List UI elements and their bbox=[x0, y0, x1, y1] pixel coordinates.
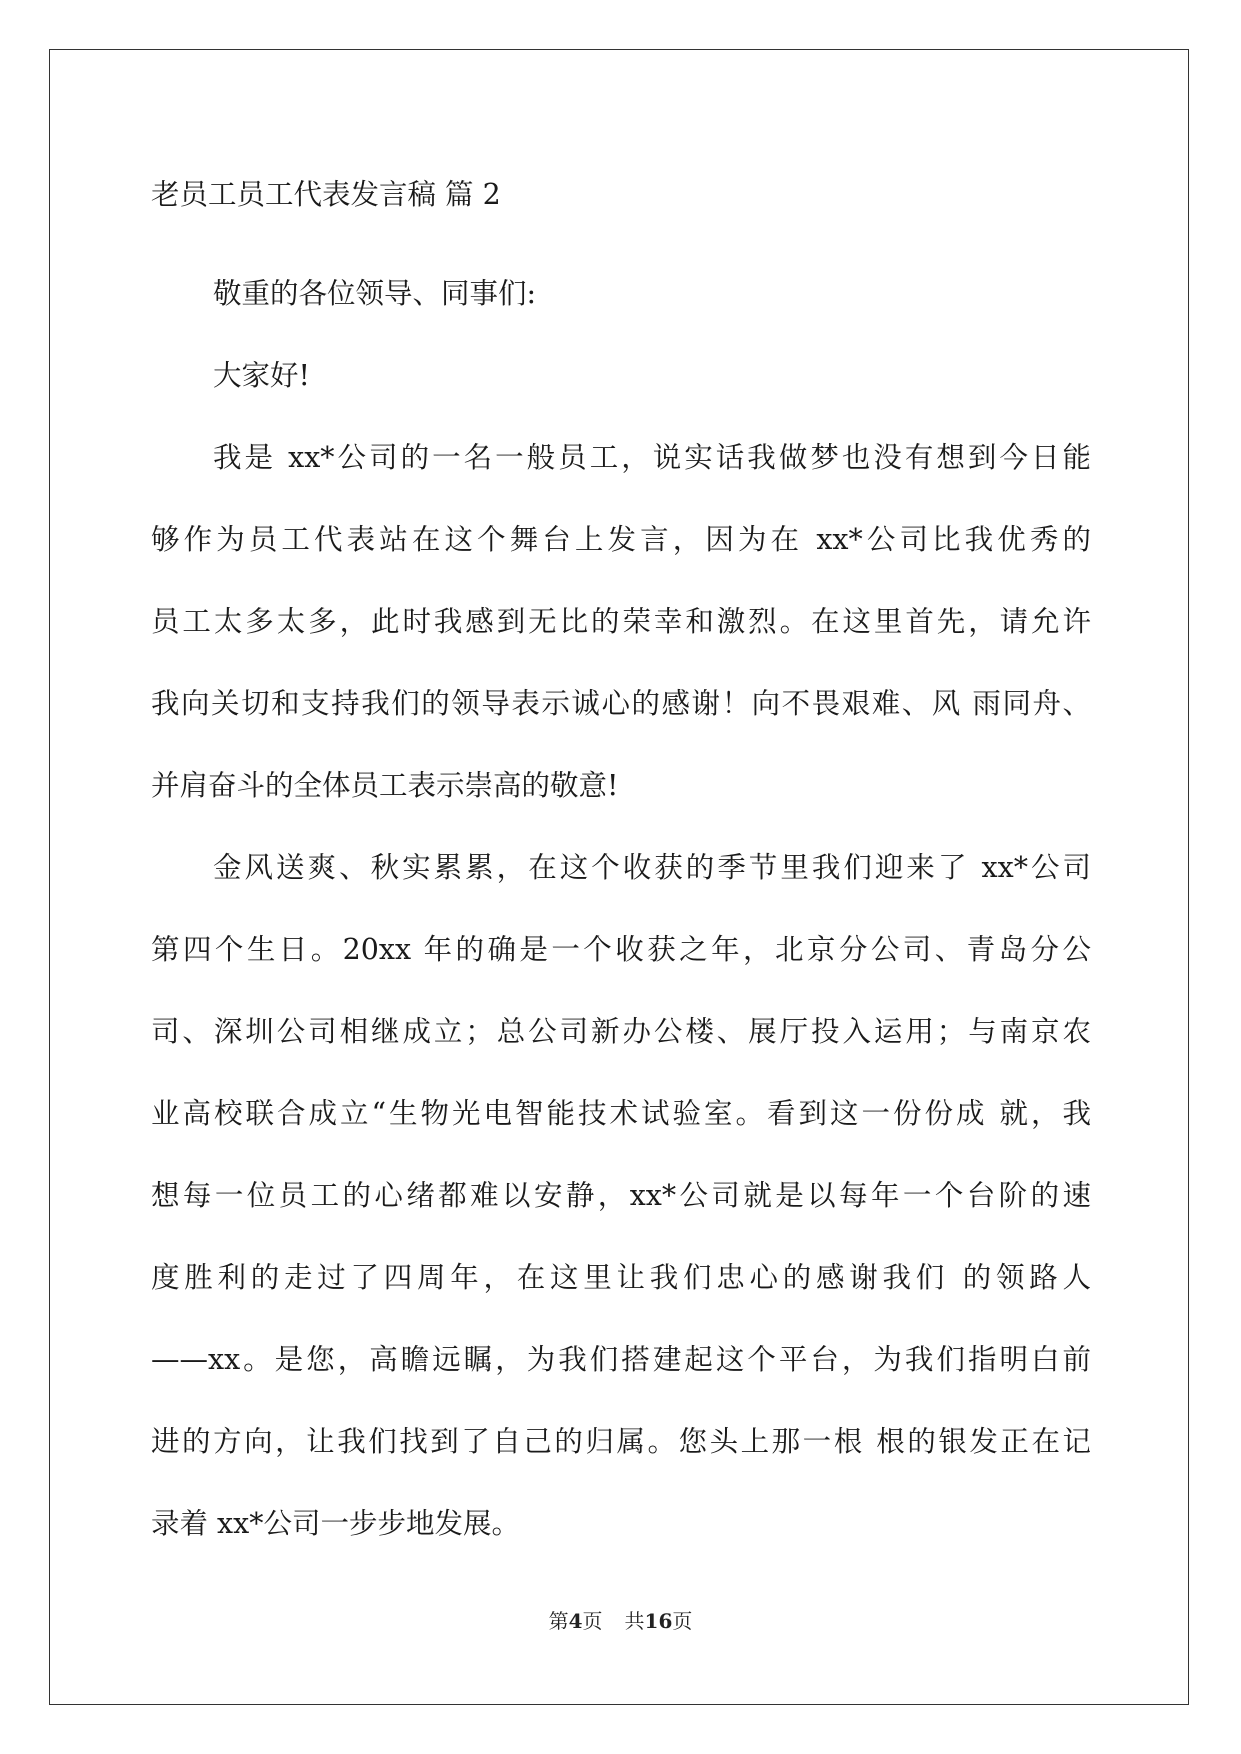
text-line: 想每一位员工的心绪都难以安静，xx*公司就是以每年一个台阶的速 bbox=[151, 1179, 1091, 1212]
text-line: ——xx。是您，高瞻远瞩，为我们搭建起这个平台，为我们指明白前 bbox=[151, 1343, 1091, 1376]
page-prefix: 第 bbox=[548, 1609, 569, 1633]
text-line: 员工太多太多，此时我感到无比的荣幸和激烈。在这里首先，请允许 bbox=[151, 605, 1091, 638]
text-line: 够作为员工代表站在这个舞台上发言，因为在 xx*公司比我优秀的 bbox=[151, 523, 1091, 556]
text-line: 录着 xx*公司一步步地发展。 bbox=[151, 1507, 520, 1540]
text-line: 度胜利的走过了四周年，在这里让我们忠心的感谢我们 的领路人 bbox=[151, 1261, 1091, 1294]
text-line: 进的方向，让我们找到了自己的归属。您头上那一根 根的银发正在记 bbox=[151, 1425, 1091, 1458]
text-line: 业高校联合成立“生物光电智能技术试验室。看到这一份份成 就，我 bbox=[151, 1097, 1091, 1130]
total-prefix: 共 bbox=[624, 1609, 645, 1633]
text-line: 金风送爽、秋实累累，在这个收获的季节里我们迎来了 xx*公司 bbox=[213, 851, 1091, 884]
text-line: 大家好! bbox=[213, 359, 310, 392]
document-body bbox=[151, 165, 1091, 1565]
text-line: 敬重的各位领导、同事们: bbox=[213, 277, 537, 310]
text-line: 我向关切和支持我们的领导表示诚心的感谢！向不畏艰难、风 雨同舟、 bbox=[151, 687, 1091, 720]
document-title: 老员工员工代表发言稿 篇 2 bbox=[151, 178, 501, 211]
text-line: 第四个生日。20xx 年的确是一个收获之年，北京分公司、青岛分公 bbox=[151, 933, 1091, 966]
paragraph-lines bbox=[151, 253, 1091, 1565]
text-line: 并肩奋斗的全体员工表示崇高的敬意! bbox=[151, 769, 619, 802]
total-pages: 16 bbox=[644, 1609, 673, 1633]
text-line: 司、深圳公司相继成立；总公司新办公楼、展厅投入运用；与南京农 bbox=[151, 1015, 1091, 1048]
total-suffix: 页 bbox=[672, 1609, 693, 1633]
page-suffix: 页 bbox=[582, 1609, 603, 1633]
text-line: 我是 xx*公司的一名一般员工，说实话我做梦也没有想到今日能 bbox=[213, 441, 1091, 474]
page-number: 4 bbox=[568, 1609, 583, 1633]
page-footer bbox=[0, 1605, 1241, 1634]
